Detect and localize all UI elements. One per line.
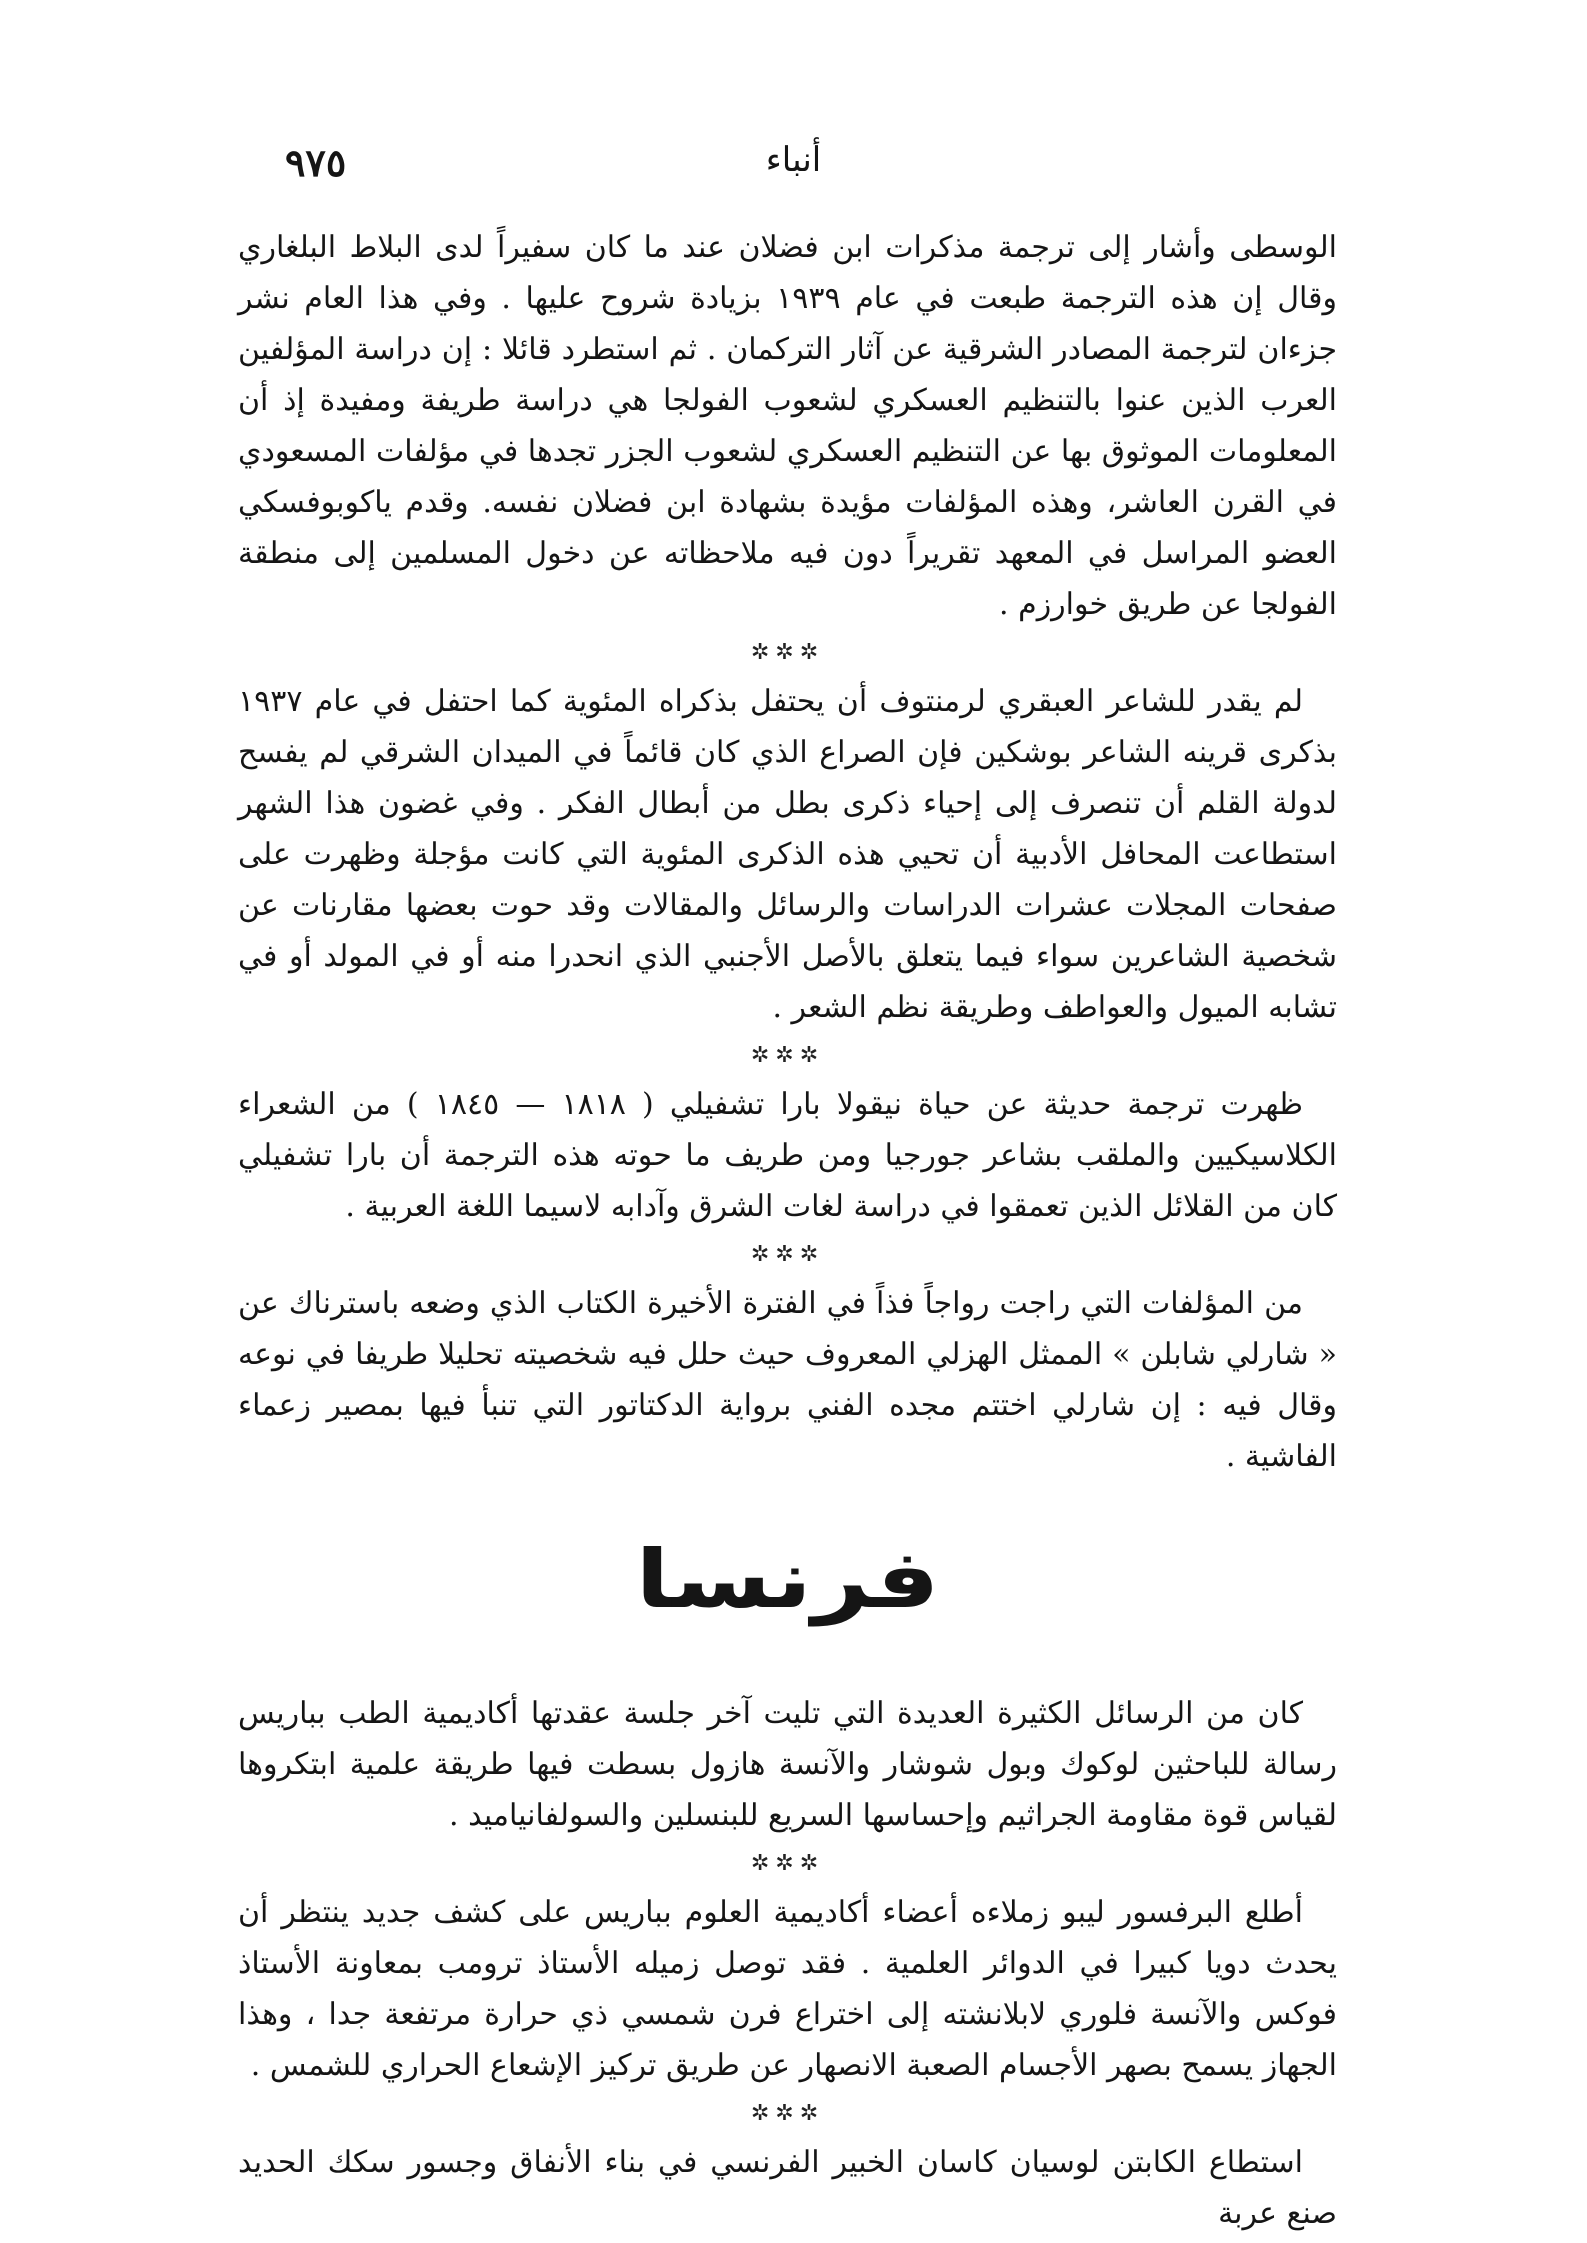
page-number: ٩٧٥ bbox=[285, 140, 347, 185]
section-separator: ✲✲✲ bbox=[750, 1043, 825, 1068]
paragraph-lermontov: لم يقدر للشاعر العبقري لرمنتوف أن يحتفل بذكراه المئوية كما احتفل في عام ١٩٣٧ بذكرى قرينه الشاعر بوشكين فإن الصراع الذي كان قائماً في الميدان الشرقي لم يفسح لدولة القلم أن تنصرف إلى إحياء ذكرى بطل من أبطال الفكر . وفي غضون هذا الشهر استطاعت المحافل الأدبية أن تحيي هذه الذكرى المئوية التي كانت مؤجلة وظهرت على صفحات المجلات عشرات الدراسات والرسائل والمقالات وقد حوت بعضها مقارنات عن شخصية الشاعرين سواء فيما يتعلق بالأصل الأجنبي الذي انحدرا منه أو في المولد أو في تشابه الميول والعواطف وطريقة نظم الشعر . bbox=[238, 684, 1338, 1025]
article-body bbox=[238, 222, 1337, 2239]
paragraph-solar-furnace: أطلع البرفسور ليبو زملاءه أعضاء أكاديمية العلوم بباريس على كشف جديد ينتظر أن يحدث دويا كبيرا في الدوائر العلمية . فقد توصل زميله الأستاذ ترومب بمعاونة الأستاذ فوكس والآنسة فلوري لابلانشته إلى اختراع فرن شمسي ذي حرارة مرتفعة جدا ، وهذا الجهاز يسمح بصهر الأجسام الصعبة الانصهار عن طريق تركيز الإشعاع الحراري للشمس . bbox=[238, 1895, 1337, 2083]
section-separator: ✲✲✲ bbox=[750, 640, 825, 665]
section-separator: ✲✲✲ bbox=[750, 1851, 825, 1876]
page-header bbox=[230, 140, 1357, 200]
paragraph-captain-lucien: استطاع الكابتن لوسيان كاسان الخبير الفرنسي في بناء الأنفاق وجسور سكك الحديد صنع عربة bbox=[238, 2145, 1337, 2231]
paragraph-chaplin: من المؤلفات التي راجت رواجاً فذاً في الفترة الأخيرة الكتاب الذي وضعه باسترناك عن « شارلي شابلن » الممثل الهزلي المعروف حيث حلل فيه شخصيته تحليلا طريفا في نوعه وقال فيه : إن شارلي اختتم مجده الفني برواية الدكتاتور التي تنبأ فيها بمصير زعماء الفاشية . bbox=[238, 1286, 1337, 1474]
country-heading-france: فرنسا bbox=[635, 1533, 940, 1626]
running-title: أنباء bbox=[765, 140, 822, 180]
section-separator: ✲✲✲ bbox=[750, 1242, 825, 1267]
paragraph-baratashvili: ظهرت ترجمة حديثة عن حياة نيقولا بارا تشفيلي ( ١٨١٨ — ١٨٤٥ ) من الشعراء الكلاسيكيين والملقب بشاعر جورجيا ومن طريف ما حوته هذه الترجمة أن بارا تشفيلي كان من القلائل الذين تعمقوا في دراسة لغات الشرق وآدابه لاسيما اللغة العربية . bbox=[238, 1087, 1337, 1224]
paragraph-medical-academy: كان من الرسائل الكثيرة العديدة التي تليت آخر جلسة عقدتها أكاديمية الطب بباريس رسالة للباحثين لوكوك وبول شوشار والآنسة هازول بسطت فيها طريقة علمية ابتكروها لقياس قوة مقاومة الجراثيم وإحساسها السريع للبنسلين والسولفانياميد . bbox=[238, 1696, 1337, 1833]
paragraph-ibn-fadlan: الوسطى وأشار إلى ترجمة مذكرات ابن فضلان عند ما كان سفيراً لدى البلاط البلغاري وقال إن هذه الترجمة طبعت في عام ١٩٣٩ بزيادة شروح عليها . وفي هذا العام نشر جزءان لترجمة المصادر الشرقية عن آثار التركمان . ثم استطرد قائلا : إن دراسة المؤلفين العرب الذين عنوا بالتنظيم العسكري لشعوب الفولجا هي دراسة طريفة ومفيدة إذ أن المعلومات الموثوق بها عن التنظيم العسكري لشعوب الجزر تجدها في مؤلفات المسعودي في القرن العاشر، وهذه المؤلفات مؤيدة بشهادة ابن فضلان نفسه. وقدم ياكوبوفسكي العضو المراسل في المعهد تقريراً دون فيه ملاحظاته عن دخول المسلمين إلى منطقة الفولجا عن طريق خوارزم . bbox=[238, 230, 1337, 622]
section-separator: ✲✲✲ bbox=[750, 2101, 825, 2126]
